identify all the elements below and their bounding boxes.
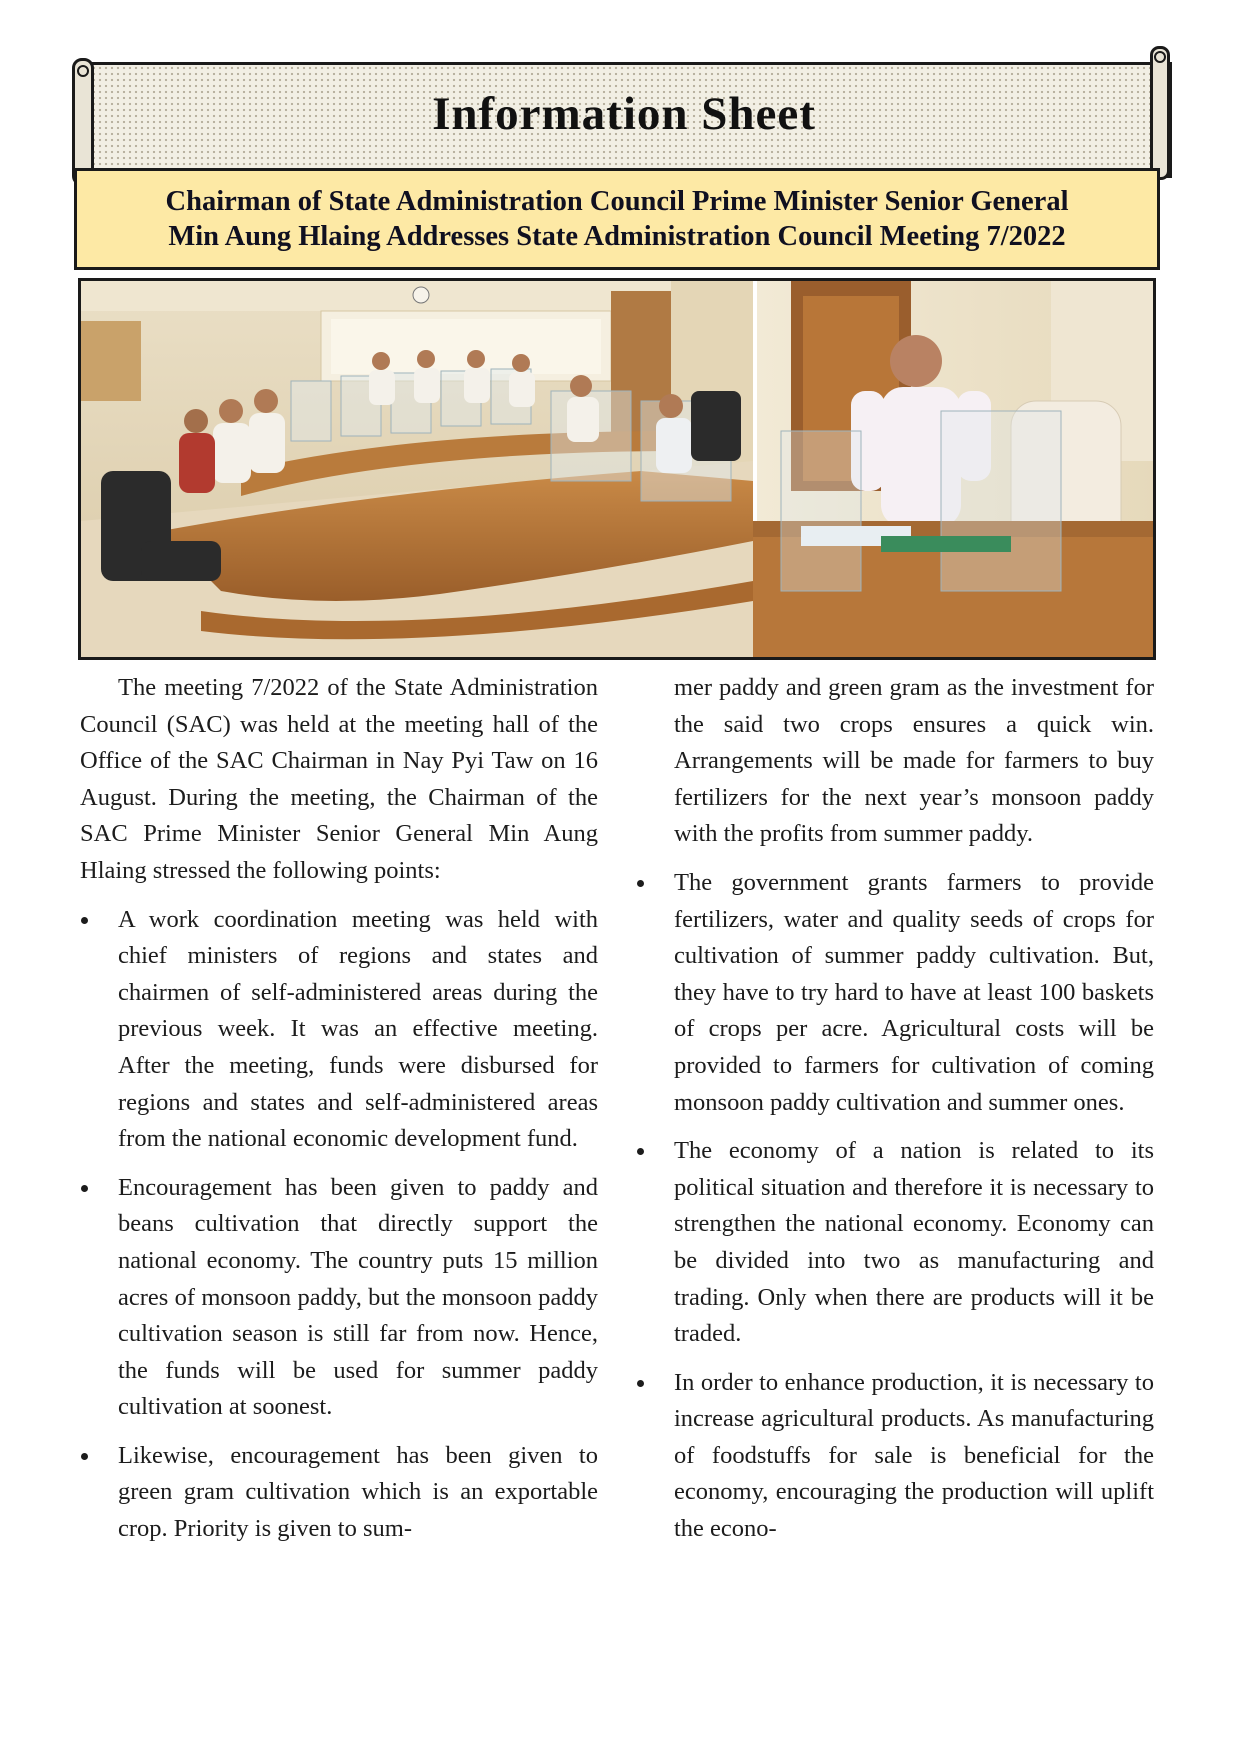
headline-line-2: Min Aung Hlaing Addresses State Administration Council Meeting 7/2022: [168, 221, 1066, 252]
list-item: [634, 865, 1154, 1121]
bullet-icon: [637, 1148, 644, 1155]
article-left-column: [80, 670, 598, 1560]
bullet-icon: [637, 880, 644, 887]
bullet-text: A work coordination meeting was held with chief ministers of regions and states and chairmen of self-administered areas during the previous week. It was an effective meeting. After the meeting, funds were disbursed for regions and states and self-administered areas from the national economic development fund.: [118, 905, 598, 1153]
headline-box: [74, 168, 1160, 270]
bullet-text: Encouragement has been given to paddy and beans cultivation that directly support the national economy. The country puts 15 million acres of monsoon paddy, but the monsoon paddy cultivation season is still far from now. Hence, the funds will be used for summer paddy cultivation at soonest.: [118, 1173, 598, 1421]
scroll-left-roll: [72, 58, 94, 186]
left-bullet-list: [80, 902, 598, 1548]
bullet-text: The government grants farmers to provide fertilizers, water and quality seeds of crops for cultivation of summer paddy cultivation. But, they have to try hard to have at least 100 baskets of crops per acre. Agricultural costs will be provided to farmers for cultivation of coming monsoon paddy cultivation and summer ones.: [674, 868, 1154, 1116]
bullet-icon: [637, 1380, 644, 1387]
continuation-paragraph: mer paddy and green gram as the investment for the said two crops ensures a quick win. Arrangements will be made for farmers to buy fertilizers for the next year’s monsoon paddy with the profits from summer paddy.: [674, 674, 1154, 848]
list-item: [80, 1438, 598, 1548]
article-right-column: [634, 670, 1154, 1560]
right-bullet-list: [634, 865, 1154, 1548]
scroll-right-roll: [1150, 46, 1170, 180]
headline-text: [146, 184, 1089, 254]
bullet-text: Likewise, encouragement has been given to green gram cultivation which is an exportable crop. Priority is given to sum-: [118, 1441, 598, 1543]
meeting-photo: [78, 278, 1156, 660]
bullet-icon: [81, 1185, 88, 1192]
bullet-icon: [81, 917, 88, 924]
bullet-icon: [81, 1453, 88, 1460]
list-item: [80, 1170, 598, 1426]
title-banner: [76, 62, 1172, 178]
headline-line-1: Chairman of State Administration Council Prime Minister Senior General: [165, 186, 1069, 217]
intro-paragraph: The meeting 7/2022 of the State Administration Council (SAC) was held at the meeting hall of the Office of the SAC Chairman in Nay Pyi Taw on 16 August. During the meeting, the Chairman of the SAC Prime Minister Senior General Min Aung Hlaing stressed the following points:: [80, 674, 598, 884]
page-title: Information Sheet: [432, 88, 816, 140]
list-item: [634, 1365, 1154, 1548]
bullet-text: The economy of a nation is related to its political situation and therefore it is necessary to strengthen the national economy. Economy can be divided into two as manufacturing and trading. Only when there are products will it be traded.: [674, 1137, 1154, 1348]
list-item: [634, 1133, 1154, 1353]
bullet-text: In order to enhance production, it is necessary to increase agricultural products. As manufacturing of foodstuffs for sale is beneficial for the economy, encouraging the production will uplift the econo-: [674, 1368, 1154, 1543]
list-item: [80, 902, 598, 1158]
